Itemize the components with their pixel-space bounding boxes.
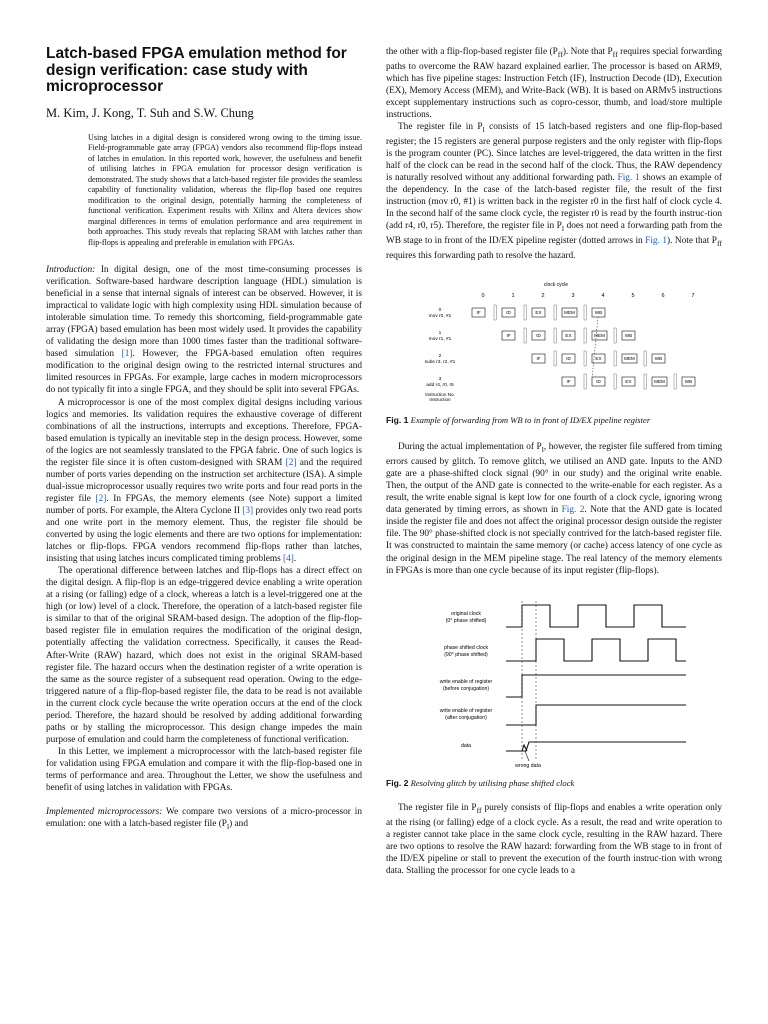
stage-label: EX (625, 379, 632, 385)
instruction-text: subs r3, r2, #1 (424, 360, 456, 366)
signal-label: phase shifted clock (443, 644, 489, 651)
instruction-number: 0 (438, 308, 442, 314)
ref-link[interactable]: [2] (95, 493, 107, 504)
stage-label: IF (476, 310, 481, 316)
pipeline-row (426, 374, 695, 389)
clock-cycle-label: clock cycle (543, 282, 569, 289)
pipeline-register (614, 328, 616, 343)
ref-link[interactable]: [3] (242, 505, 254, 516)
right-column (386, 46, 722, 877)
stage-label: ID (566, 356, 571, 362)
pipeline-row (425, 351, 665, 366)
instruction-text: add r4, r0, r5 (426, 383, 454, 389)
figure-2 (386, 591, 722, 788)
stage-label: MEM (654, 379, 665, 385)
signal-sublabel: (after conjugation) (445, 714, 487, 721)
paragraph: the other with a flip-flop-based register file $(P_{ff})$. Note that $P_{ff}$ requires special forwarding paths to overcome the RAW hazard explained earlier. The processor is based on ARM9, which has five pipeline stages: Instruction Fetch (IF), Instruction Decode (ID), Execution (EX), Memory Access (MEM), and Write-Back (WB). It is based on ARMv5 instructions except supplementary instructions such as copro-cessor, thumb, and load/store multiple instructions. (386, 47, 722, 121)
instruction-number: 3 (438, 377, 442, 383)
pipeline-diagram (386, 278, 722, 406)
signal-labels (440, 611, 493, 749)
pipeline-register (584, 374, 586, 389)
stage-label: ID (506, 310, 511, 316)
fig-link[interactable]: Fig. 1 (645, 236, 667, 247)
paper-title: Latch-based FPGA emulation method for design verification: case study with microprocessor (46, 45, 347, 95)
pipeline-register (584, 351, 586, 366)
ref-link[interactable]: [4] (283, 554, 294, 565)
pipeline-register (644, 374, 646, 389)
signal-label: data (460, 742, 472, 749)
cycle-label: 4 (601, 293, 605, 300)
pipeline-register (524, 328, 526, 343)
stage-label: WB (654, 356, 663, 362)
pipeline-register (554, 351, 556, 366)
pipeline-register (554, 305, 556, 320)
stage-label: EX (565, 333, 572, 339)
axis-label-2: Instruction (429, 397, 451, 403)
dashed-guides (522, 601, 536, 759)
stage-label: ID (596, 379, 601, 385)
stage-label: WB (594, 310, 603, 316)
data-wave-glitch (522, 745, 527, 751)
pipeline-register (674, 374, 676, 389)
stage-label: WB (624, 333, 633, 339)
pipeline-row (429, 305, 605, 320)
signal-label: original clock (451, 610, 481, 617)
wrong-data-label: wrong data (515, 762, 541, 769)
paragraph: The register file in $P_{ff}$ purely consists of flip-flops and enables a write operation only at the rising (or falling) edge of a clock cycle. As a result, the read and write operation to a register cannot take place in the same clock cycle, resulting in the RAW hazard. There are two options to resolve the RAW hazard: forwarding from the WB stage to in front of the ID/EX pipeline or stall to prevent the execution of the fourth instruc-tion with wrong data. Stalling the processor for one cycle leads to a (386, 802, 722, 876)
ref-link[interactable]: [1] (121, 349, 133, 360)
pipeline-rows (425, 305, 695, 389)
pipeline-row (429, 328, 635, 343)
wrong-data-pointer (525, 751, 529, 761)
shifted-clock-wave (506, 639, 686, 661)
intro-heading: Introduction: (46, 265, 96, 275)
cycle-label: 3 (571, 293, 575, 300)
axis-label-1: Instruction No. (425, 392, 455, 398)
paper-authors: M. Kim, J. Kong, T. Suh and S.W. Chung (46, 105, 254, 120)
instruction-number: 1 (438, 331, 442, 337)
stage-label: IF (566, 379, 571, 385)
pipeline-register (554, 328, 556, 343)
cycle-labels (481, 293, 694, 299)
pipeline-register (614, 374, 616, 389)
abstract: Using latches in a digital design is considered wrong owing to the timing issue. Field-programmable gate array (FPGA) vendors also recommend flip-flops instead of latches in emulation. In this reported work, however, the usefulness and benefit of utilising latches in FPGA emulation for processor design verification is demonstrated. The study shows that a latch-based register file provides the seamless capability of functionality validation, whereas the flip-flop based one requires modification to the original design, potentially harming the completeness of functional verification. Experiment results with Xilinx and Altera devices show marginal differences in terms of emulation performance and area requirement in both approaches. This study reveals that replacing SRAM with latches rather than flip-flops is appealing and preferable in emulation with FPGAs. (88, 132, 362, 247)
stage-label: IF (506, 333, 511, 339)
we-before-wave (506, 675, 686, 697)
signal-label: write enable of register (439, 678, 493, 685)
pipeline-register (584, 305, 586, 320)
signal-label: write enable of register (439, 707, 493, 714)
figure-2-caption: Fig. 2 Resolving glitch by utilising phase shifted clock (386, 777, 575, 788)
stage-label: EX (595, 356, 602, 362)
impl-heading: Implemented microprocessors: (46, 807, 163, 818)
original-clock-wave (506, 605, 686, 627)
signal-sublabel: (before conjugation) (442, 685, 490, 692)
paragraph: In this Letter, we implement a microprocessor with the latch-based register file for validation using FPGA emulation and compare it with the flip-flop-based one in terms of performance and area. Throughout the Letter, we show the usefulness and benefit of using latches in validation with FPGAs. (46, 746, 362, 794)
stage-label: MEM (594, 333, 605, 339)
signal-sublabel: (90° phase shifted) (444, 651, 488, 658)
cycle-label: 0 (481, 293, 485, 300)
pipeline-register (644, 351, 646, 366)
we-after-wave (506, 705, 686, 725)
stage-label: MEM (564, 310, 575, 316)
paragraph: A microprocessor is one of the most complex digital designs including various logics and memories. Its validation requires the exhaustive coverage of different combinations of all the instructions, interrupts and exceptions. Therefore, FPGA-based emulation is typically an inevitable step in the design process. However, some of the logics are not seamlessly translated to the FPGA fabric. One of such logics is the register file since it is often custom-designed with SRAM [2] and the required number of ports varies depending on the instruction set architecture (ISA). A simple dual-issue microprocessor usually requires two write ports and four read ports in the register file [2]. In FPGAs, the memory elements (see Note) support a limited number of ports. For example, the Altera Cyclone II [3] provides only two read ports and one write port in the memory element. Thus, the register file should be converted by using the logic elements and there are two options for implementation: latches or flip-flops. FPGA vendors recommend flip-flops rather than latches, insisting that using latches incurs complicated timing problems [4]. (46, 397, 363, 565)
intro-paragraph: Introduction: In digital design, one of the most time-consuming processes is verification. Software-based hardware description language (HDL) simulation is beneficial in a sense that internal signals of interest can be observed. However, it is impractical to validate logic with high complexity using HDL simulation because of intolerable simulation time. To remedy this shortcoming, field-programmable gate array (FPGA) based emulation has been most widely used. It provides the capability of validating the design more than 1000 times faster than the traditional software-based simulation [1]. However, the FPGA-based emulation often requires modification to the original design owing to the restricted internal structures and limited resources in FPGAs. For example, large caches in modern microprocessors do not typically fit into a single FPGA, and they should be split into several FPGAs. (46, 265, 362, 396)
instruction-text: mov r1, #1 (428, 337, 452, 343)
stage-label: WB (684, 379, 693, 385)
fig-link[interactable]: Fig. 1 (617, 173, 640, 184)
instruction-text: mov r0, #1 (428, 314, 452, 320)
data-wave (506, 742, 686, 751)
waveforms (506, 605, 686, 751)
stage-label: ID (536, 333, 541, 339)
pipeline-register (524, 305, 526, 320)
paragraph: During the actual implementation of $P_l$, however, the register file suffered from timing errors caused by glitch. To remove glitch, we utilised an AND gate. Inputs to the AND gate are a phase-shifted clock signal (90° in our study) and the original write enable. Then, the output of the AND gate is connected to the write-enable for each register. As a result, the write enable signal is kept low for one fourth of a clock cycle, ignoring wrong data generated by timing errors, as shown in Fig. 2. Note that the AND gate is located inside the register file and does not affect the original processor design outside the register file. The 90° phase-shifted clock is not specially contrived for the latch-based register file. It was constructed to maintain the same memory (or cache) access latency of one cycle as the original design in the MEM pipeline stage. The real latency of the memory elements in FPGAs is more than one cycle because of its input register (flip-flops). (386, 442, 723, 576)
cycle-label: 1 (511, 293, 515, 300)
paragraph: The operational difference between latches and flip-flops has a direct effect on the digital design. A flip-flop is an edge-triggered device enabling a write operation at a rising (or falling) edge of a clock, whereas a latch is a level-triggered one at the high (or low) level of a clock. Therefore, the operation of a latch-based register file is similar to that of the original SRAM-based design. The adoption of the flip-flop-based register file in emulation requires the modification of the original design, potentially affecting the validation correctness. Specifically, it causes the Read-After-Write (RAW) hazard, which does not exist in the original SRAM-based register file. The hazard occurs when the destination register of a write operation is the same as the source register of a subsequent read operation. Owing to the edge-triggered nature of a flip-flop-based register file, the data to be read is not available in the current clock cycle because the write operation occurs at the end of the clock period. Therefore, the hazard should be resolved by adding additional forwarding paths or by stalling the microprocessor. This design change impedes the main purpose of emulation and could harm the completeness of functional verification. (46, 566, 362, 745)
pipeline-register (584, 328, 586, 343)
ref-link[interactable]: [2] (285, 457, 297, 468)
impl-paragraph: Implemented microprocessors: We compare two versions of a micro-processor in emulation: one with a latch-based register file $(P_l)$ and (46, 807, 362, 831)
forwarding-arrow (592, 317, 598, 379)
figure-1 (386, 278, 722, 425)
fig-link[interactable]: Fig. 2 (561, 505, 585, 516)
stage-label: MEM (624, 356, 635, 362)
signal-sublabel: (0° phase shifted) (445, 617, 487, 624)
cycle-label: 7 (691, 293, 695, 300)
stage-label: EX (535, 310, 542, 316)
timing-diagram (386, 591, 722, 769)
paragraph: The register file in $P_l$ consists of 15 latch-based registers and one flip-flop-based register; the 15 registers are general purpose registers and the only register with flip-flops is the program counter (PC). Since latches are level-triggered, the data written in the first half of the clock can be read in the second half of the clock. Thus, the RAW dependency is naturally resolved without any additional forwarding path. Fig. 1 shows an example of the dependency. In the case of the latch-based register file, the result of the first instruction (mov r0, #1) is written back in the register r0 in the first half of clock cycle 4. In the second half of the same clock cycle, the register r0 is read by the fourth instruc-tion (add r4, r0, r5). Therefore, the register file in $P_l$ does not need a forwarding path from the WB stage to in front of the ID/EX pipeline register (dotted arrows in Fig. 1). Note that $P_{ff}$ requires this forwarding path to resolve the hazard. (386, 122, 723, 262)
pipeline-register (614, 351, 616, 366)
cycle-label: 6 (661, 293, 665, 300)
figure-1-caption: Fig. 1 Example of forwarding from WB to in front of ID/EX pipeline register (386, 415, 651, 426)
left-column (46, 46, 362, 833)
stage-label: IF (536, 356, 541, 362)
pipeline-register (494, 305, 496, 320)
cycle-label: 5 (631, 293, 635, 300)
instruction-number: 2 (438, 354, 442, 360)
cycle-label: 2 (541, 293, 545, 300)
